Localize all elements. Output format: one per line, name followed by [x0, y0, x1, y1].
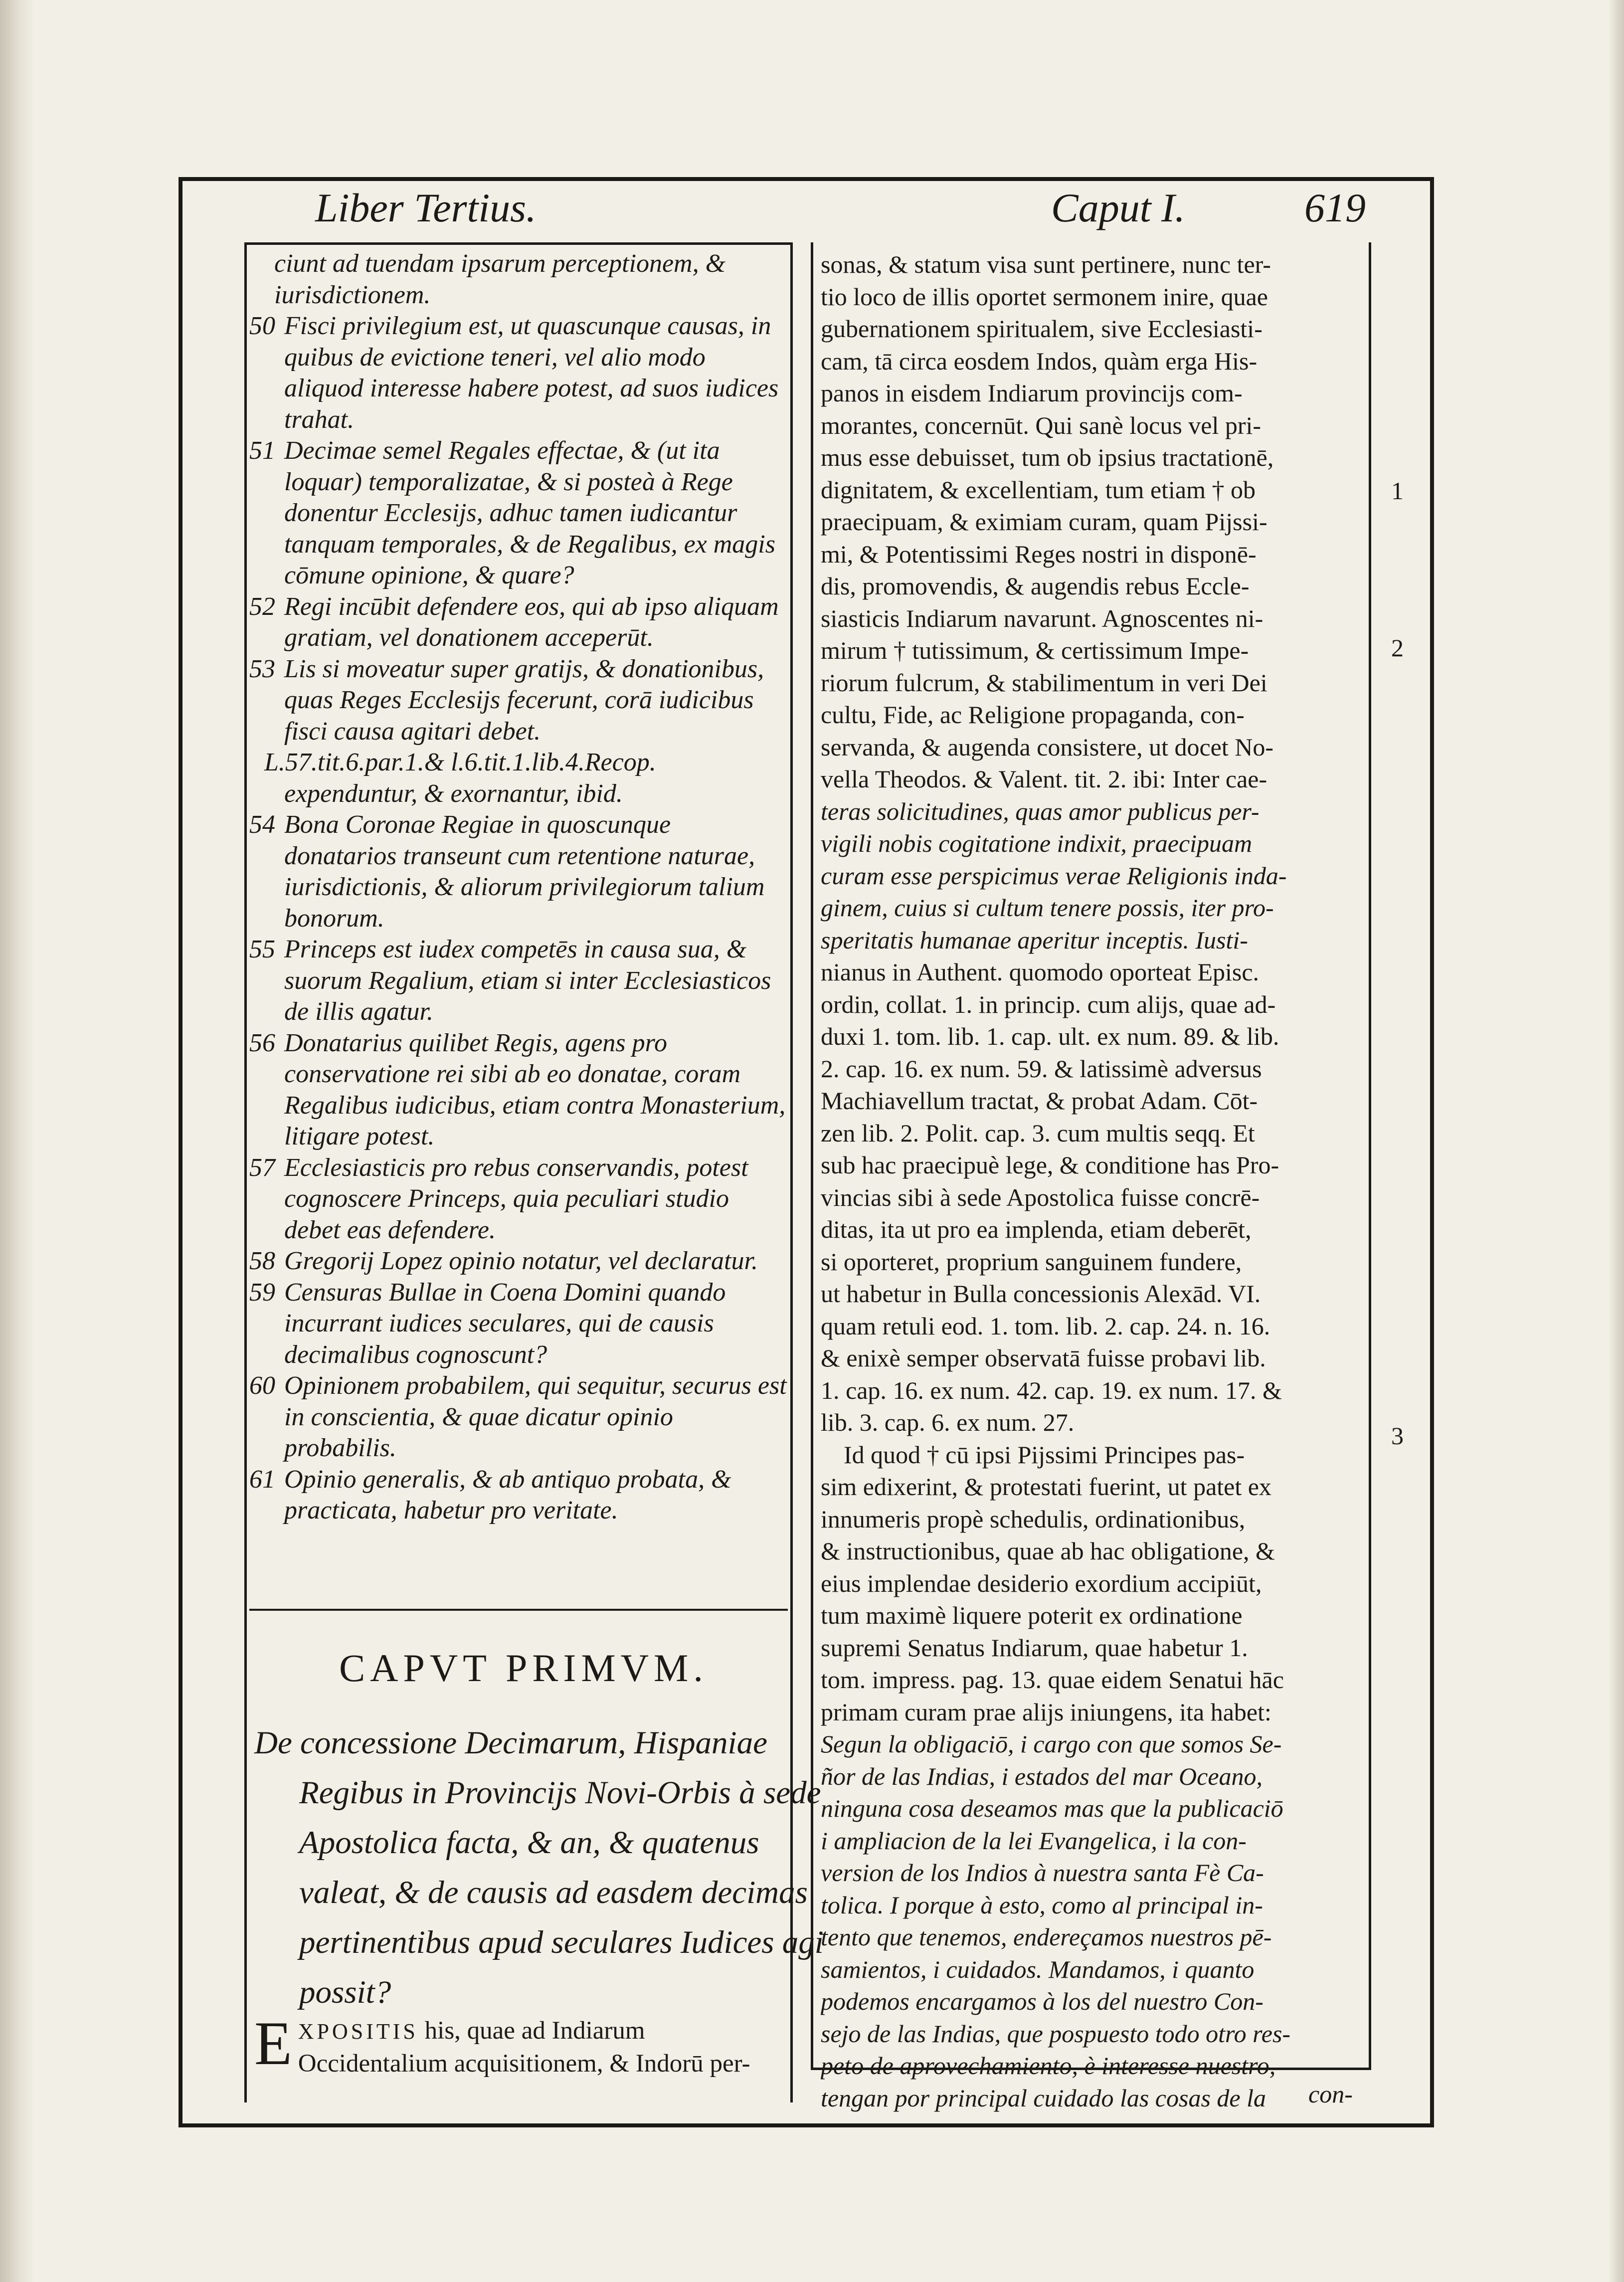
text-line: servanda, & augenda consistere, ut docet No- — [821, 733, 1274, 761]
text-line: morantes, concernūt. Qui sanè locus vel pri- — [821, 411, 1262, 439]
summary-entry — [249, 809, 788, 934]
text-line: i ampliacion de la lei Evangelica, i la con- — [821, 1826, 1247, 1855]
text-line: ninguna cosa deseamos mas que la publicaciō — [821, 1794, 1283, 1822]
text-line: speritatis humanae aperitur inceptis. Iusti- — [821, 926, 1248, 954]
summary-entry-number: 50 — [249, 312, 275, 340]
text-line: vigili nobis cogitatione indixit, praecipuam — [821, 829, 1253, 857]
text-line: & enixè semper observatā fuisse probavi lib. — [821, 1344, 1266, 1372]
text-line: ditas, ita ut pro ea implenda, etiam deberēt, — [821, 1215, 1252, 1243]
summary-entry-number: 59 — [249, 1278, 275, 1307]
text-line: ginem, cuius si cultum tenere possis, iter pro- — [821, 894, 1274, 922]
margin-note-number: 3 — [1391, 1422, 1404, 1450]
text-line: primam curam prae alijs iniungens, ita habet: — [821, 1698, 1271, 1726]
text-line: Segun la obligaciō, i cargo con que somos Se- — [821, 1730, 1282, 1758]
summary-entry-number: 57 — [249, 1153, 275, 1182]
summary-entry — [249, 435, 788, 591]
text-line: teras solicitudines, quas amor publicus per- — [821, 797, 1260, 825]
summary-entry-text: Gregorij Lopez opinio notatur, vel declaratur. — [284, 1247, 758, 1275]
text-line: mus esse debuisset, tum ob ipsius tractationē, — [821, 443, 1274, 471]
opening-smallcaps: XPOSITIS — [298, 2019, 418, 2044]
text-line: cultu, Fide, ac Religione propaganda, con- — [821, 701, 1245, 729]
text-line: supremi Senatus Indiarum, quae habetur 1. — [821, 1633, 1248, 1662]
summary-entry-text: Decimae semel Regales effectae, & (ut ita loquar) temporalizatae, & si posteà à Rege donentur Ecclesijs, adhuc tamen iudicantur tanquam temporales, & de Regalibus, ex magis cōmune opinione, & quare? — [284, 436, 775, 589]
text-line: innumeris propè schedulis, ordinationibus, — [821, 1505, 1246, 1533]
summary-entry-number: 55 — [249, 935, 275, 963]
text-line: Id quod † cū ipsi Pijssimi Principes pas- — [844, 1440, 1245, 1469]
text-line: tom. impress. pag. 13. quae eidem Senatui hāc — [821, 1666, 1284, 1694]
drop-cap: E — [254, 2009, 292, 2078]
summary-entry — [249, 1028, 788, 1152]
summary-entry-number: 58 — [249, 1247, 275, 1275]
margin-note-number: 1 — [1391, 477, 1404, 505]
text-line: sub hac praecipuè lege, & conditione has Pro- — [821, 1151, 1279, 1179]
running-head-book: Liber Tertius. — [315, 185, 537, 230]
summary-entry-number: 56 — [249, 1028, 275, 1057]
page-gutter-shadow — [0, 0, 35, 2282]
summary-entry-text: ciunt ad tuendam ipsarum perceptionem, & iurisdictionem. — [274, 249, 726, 309]
summary-entry — [249, 747, 788, 809]
text-line: sejo de las Indias, que pospuesto todo otro res- — [821, 2019, 1291, 2048]
summary-entry-number: 52 — [249, 592, 275, 621]
text-line: gubernationem spiritualem, sive Ecclesiasti- — [821, 315, 1263, 343]
text-line: sonas, & statum visa sunt pertinere, nunc ter- — [821, 250, 1271, 278]
text-line: tio loco de illis oportet sermonem inire, quae — [821, 282, 1268, 311]
summary-entry-text: Lis si moveatur super gratijs, & donationibus, quas Reges Ecclesijs fecerunt, corā iudicibus fisci causa agitari debet. — [284, 654, 764, 746]
page-edge-shadow — [1608, 0, 1624, 2282]
summary-entry-text: L.57.tit.6.par.1.& l.6.tit.1.lib.4.Recop. expenduntur, & exornantur, ibid. — [264, 748, 656, 808]
text-line: vincias sibi à sede Apostolica fuisse concrē- — [821, 1183, 1260, 1211]
text-line: peto de aprovechamiento, è interesse nuestro, — [821, 2052, 1276, 2080]
margin-note-number: 2 — [1391, 634, 1404, 662]
text-line: ordin, collat. 1. in princip. cum alijs, quae ad- — [821, 990, 1276, 1018]
text-line: Machiavellum tractat, & probat Adam. Cōt- — [821, 1087, 1258, 1115]
summary-entry-text: Donatarius quilibet Regis, agens pro conservatione rei sibi ab eo donatae, coram Regalibus iudicibus, etiam contra Monasterium, litigare potest. — [284, 1028, 786, 1150]
summary-entry-number: 60 — [249, 1371, 275, 1400]
text-line: eius implendae desiderio exordium accipiūt, — [821, 1569, 1262, 1597]
text-line: 1. cap. 16. ex num. 42. cap. 19. ex num. 17. & — [821, 1376, 1282, 1404]
text-line: lib. 3. cap. 6. ex num. 27. — [821, 1408, 1075, 1436]
summary-entry — [249, 1246, 788, 1277]
summary-entry — [249, 1464, 788, 1526]
text-line: siasticis Indiarum navarunt. Agnoscentes ni- — [821, 604, 1263, 632]
opening-text: his, quae ad Indiarum Occidentalium acquisitionem, & Indorū per- — [298, 2017, 750, 2078]
text-line: tum maximè liquere poterit ex ordinatione — [821, 1601, 1243, 1629]
catchword: con- — [1308, 2080, 1353, 2108]
text-line: mirum † tutissimum, & certissimum Impe- — [821, 636, 1249, 664]
summary-entry-number: 54 — [249, 810, 275, 839]
page-number: 619 — [1304, 185, 1366, 230]
summary-entry-text: Censuras Bullae in Coena Domini quando incurrant iudices seculares, qui de causis decimalibus cognoscunt? — [284, 1278, 726, 1369]
text-line: podemos encargamos à los del nuestro Con- — [821, 1987, 1263, 2015]
text-line: version de los Indios à nuestra santa Fè Ca- — [821, 1859, 1264, 1887]
text-line: duxi 1. tom. lib. 1. cap. ult. ex num. 89. & lib. — [821, 1022, 1279, 1050]
summary-entry — [249, 311, 788, 435]
text-line: samientos, i cuidados. Mandamos, i quanto — [821, 1955, 1255, 1983]
summary-entry — [249, 591, 788, 654]
text-line: vella Theodos. & Valent. tit. 2. ibi: Inter cae- — [821, 765, 1267, 793]
summary-entry — [249, 1277, 788, 1371]
summary-entry — [249, 934, 788, 1028]
summary-entry-text: Princeps est iudex competēs in causa sua, & suorum Regalium, etiam si inter Ecclesiasticos de illis agatur. — [284, 935, 771, 1026]
text-line: sim edixerint, & protestati fuerint, ut patet ex — [821, 1473, 1271, 1501]
summary-entry-text: Opinio generalis, & ab antiquo probata, & practicata, habetur pro veritate. — [284, 1465, 731, 1524]
summary-entry-number: 53 — [249, 654, 275, 683]
text-line: praecipuam, & eximiam curam, quam Pijssi- — [821, 508, 1267, 536]
text-line: 2. cap. 16. ex num. 59. & latissimè adversus — [821, 1054, 1262, 1083]
summary-entry-number: 51 — [249, 436, 275, 465]
summary-entry — [249, 1152, 788, 1246]
text-line: dignitatem, & excellentiam, tum etiam † ob — [821, 475, 1256, 504]
summary-entry-number: 61 — [249, 1465, 275, 1494]
text-line: tengan por principal cuidado las cosas de la — [821, 2084, 1266, 2112]
text-line: zen lib. 2. Polit. cap. 3. cum multis seqq. Et — [821, 1119, 1255, 1147]
text-line: ut habetur in Bulla concessionis Alexād. VI. — [821, 1280, 1261, 1308]
text-line: riorum fulcrum, & stabilimentum in veri Dei — [821, 668, 1267, 697]
summary-entry-text: Opinionem probabilem, qui sequitur, securus est in conscientia, & quae dicatur opinio probabilis. — [284, 1371, 787, 1462]
text-line: dis, promovendis, & augendis rebus Eccle- — [821, 572, 1250, 600]
text-line: quam retuli eod. 1. tom. lib. 2. cap. 24. n. 16. — [821, 1312, 1270, 1340]
summary-entry-text: Fisci privilegium est, ut quascunque causas, in quibus de evictione teneri, vel alio modo aliquod interesse habere potest, ad suos iudices trahat. — [284, 312, 779, 434]
right-column-text — [821, 248, 1367, 2114]
text-line: tento que tenemos, endereçamos nuestros pē- — [821, 1923, 1272, 1951]
chapter-opening-paragraph — [254, 2009, 788, 2080]
text-line: & instructionibus, quae ab hac obligatione, & — [821, 1537, 1275, 1565]
text-line: ñor de las Indias, i estados del mar Oceano, — [821, 1762, 1263, 1790]
summary-entry-text: Ecclesiasticis pro rebus conservandis, potest cognoscere Princeps, quia peculiari studio debet eas defendere. — [284, 1153, 748, 1244]
text-line: panos in eisdem Indiarum provincijs com- — [821, 379, 1243, 407]
text-line: cam, tā circa eosdem Indos, quàm erga His- — [821, 347, 1258, 375]
running-head-chapter: Caput I. — [1051, 185, 1185, 230]
summary-entry — [249, 654, 788, 748]
chapter-summary-list — [249, 248, 788, 1526]
summary-entry-text: Regi incūbit defendere eos, qui ab ipso aliquam gratiam, vel donationem acceperūt. — [284, 592, 779, 652]
text-line: tolica. I porque à esto, como al principal in- — [821, 1891, 1263, 1919]
chapter-title: CAPVT PRIMVM. — [339, 1646, 708, 1690]
text-line: si oporteret, proprium sanguinem fundere, — [821, 1247, 1242, 1276]
summary-entry-text: Bona Coronae Regiae in quoscunque donatarios transeunt cum retentione naturae, iurisdictionis, & aliorum privilegiorum talium bonorum. — [284, 810, 765, 933]
summary-entry — [249, 248, 788, 311]
text-line: mi, & Potentissimi Reges nostri in disponē- — [821, 540, 1257, 568]
summary-entry — [249, 1370, 788, 1464]
text-line: nianus in Authent. quomodo oporteat Episc. — [821, 958, 1260, 986]
chapter-subtitle: De concessione Decimarum, Hispaniae Regibus in Provincijs Novi-Orbis à sede Apostolica facta, & an, & quatenus valeat, & de causis ad easdem decimas pertinentibus apud seculares Iudices agi possit? — [254, 1725, 824, 2010]
summary-divider — [249, 1609, 788, 1611]
text-line: curam esse perspicimus verae Religionis inda- — [821, 861, 1287, 890]
